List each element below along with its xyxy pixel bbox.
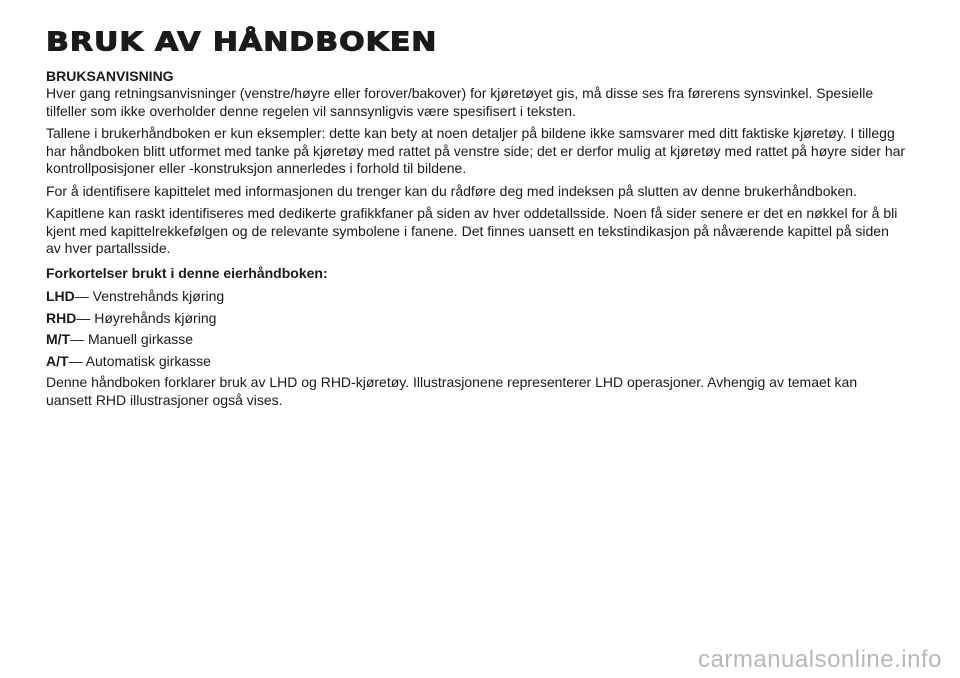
abbreviation-term: A/T [46, 352, 69, 369]
abbreviation-item [46, 288, 906, 306]
abbreviation-item [46, 353, 906, 371]
paragraph-directions: Hver gang retningsanvisninger (venstre/høyre eller forover/bakover) for kjøretøyet gis, må disse ses fra førerens synsvinkel. Spesielle tilfeller som ikke overholder denne regelen vil sannsynligvis være spesifisert i teksten. [46, 85, 874, 119]
page-title: BRUK AV HÅNDBOKEN [46, 27, 438, 58]
section-heading: BRUKSANVISNING [46, 68, 174, 84]
paragraph-illustrations: Tallene i brukerhåndboken er kun eksempler: dette kan bety at noen detaljer på bildene ikke samsvarer med ditt faktiske kjøretøy. I tillegg har håndboken blitt utformet med tanke på kjøretøy med rattet på venstre side; det er derfor mulig at kjøretøy med rattet på høyre sider har kontrollposisjoner eller -konstruksjon annerledes i forhold til bildene. [46, 125, 906, 176]
abbreviation-term: LHD [46, 288, 75, 304]
abbreviation-item [46, 310, 906, 328]
paragraph-lhd-rhd: Denne håndboken forklarer bruk av LHD og RHD-kjøretøy. Illustrasjonene representerer LHD operasjoner. Avhengig av temaet kan uansett RHD illustrasjoner også vises. [46, 374, 858, 408]
abbreviation-description: — Automatisk girkasse [68, 352, 211, 369]
abbreviation-description: — Høyrehånds kjøring [76, 309, 217, 326]
manual-page [46, 27, 906, 414]
abbreviation-term: RHD [46, 309, 77, 326]
paragraph-index: For å identifisere kapittelet med informasjonen du trenger kan du rådføre deg med indeksen på slutten av denne brukerhåndboken. [46, 182, 857, 199]
abbreviation-term: M/T [46, 331, 71, 347]
abbreviation-item [46, 331, 906, 349]
abbreviations-heading: Forkortelser brukt i denne eierhåndboken: [46, 264, 328, 281]
paragraph-tabs: Kapitlene kan raskt identifiseres med dedikerte grafikkfaner på siden av hver oddetallsside. Noen få sider senere er det en nøkkel for å bli kjent med kapittelrekkefølgen og de relevante symbolene i fanene. Det finnes uansett en tekstindikasjon på nåværende kapittel på siden av hver partallsside. [46, 205, 898, 256]
abbreviation-description: — Venstrehånds kjøring [74, 288, 225, 304]
watermark: carmanualsonline.info [698, 646, 942, 673]
abbreviation-description: — Manuell girkasse [70, 331, 194, 347]
